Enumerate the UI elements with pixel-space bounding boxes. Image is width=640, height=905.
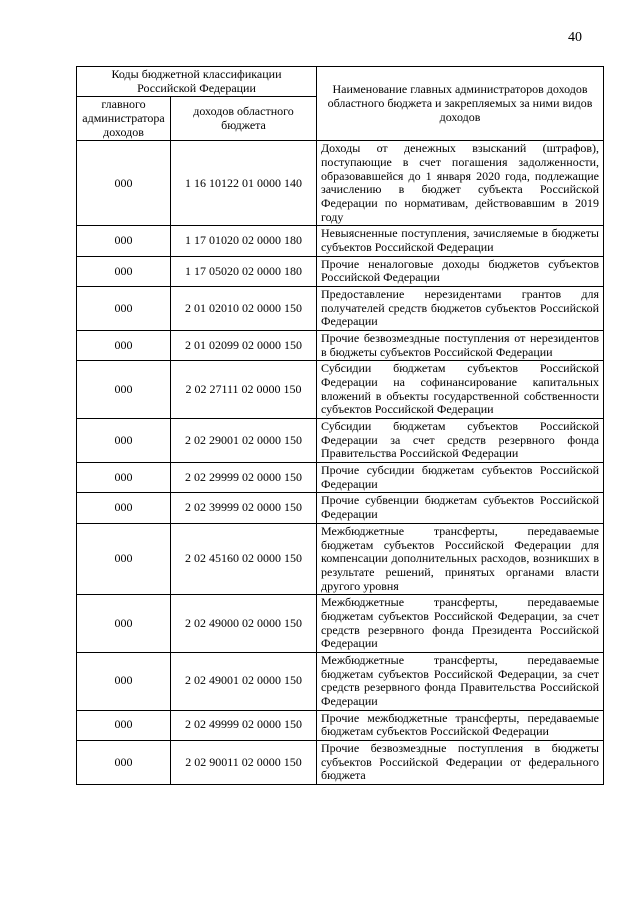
table-row: [77, 141, 604, 226]
budget-code-cell: 1 17 01020 02 0000 180: [171, 226, 317, 256]
admin-code-cell: 000: [77, 595, 171, 653]
table-row: [77, 331, 604, 361]
admin-code-cell: 000: [77, 287, 171, 331]
admin-code-cell: 000: [77, 740, 171, 784]
admin-code-cell: 000: [77, 463, 171, 493]
budget-code-cell: 2 02 45160 02 0000 150: [171, 523, 317, 594]
table-row: [77, 419, 604, 463]
budget-code-cell: 2 02 39999 02 0000 150: [171, 493, 317, 523]
income-name-cell: Межбюджетные трансферты, передаваемые бюджетам субъектов Российской Федерации, за счет средств резервного фонда Правительства Российской Федерации: [317, 652, 604, 710]
admin-code-cell: 000: [77, 493, 171, 523]
table-row: [77, 740, 604, 784]
budget-codes-table: [76, 66, 604, 785]
table-row: [77, 595, 604, 653]
admin-code-cell: 000: [77, 361, 171, 419]
budget-code-cell: 1 17 05020 02 0000 180: [171, 256, 317, 286]
budget-code-cell: 1 16 10122 01 0000 140: [171, 141, 317, 226]
admin-code-cell: 000: [77, 141, 171, 226]
header-budget-column: доходов областного бюджета: [171, 97, 317, 141]
income-name-cell: Прочие безвозмездные поступления в бюджеты субъектов Российской Федерации от федерального бюджета: [317, 740, 604, 784]
header-name-column: Наименование главных администраторов доходов областного бюджета и закрепляемых за ними видов доходов: [317, 67, 604, 141]
income-name-cell: Прочие неналоговые доходы бюджетов субъектов Российской Федерации: [317, 256, 604, 286]
income-name-cell: Межбюджетные трансферты, передаваемые бюджетам субъектов Российской Федерации для компенсации дополнительных расходов, возникших в результате решений, принятых органами власти другого уровня: [317, 523, 604, 594]
budget-code-cell: 2 01 02099 02 0000 150: [171, 331, 317, 361]
income-name-cell: Субсидии бюджетам субъектов Российской Федерации за счет средств резервного фонда Правительства Российской Федерации: [317, 419, 604, 463]
table-row: [77, 287, 604, 331]
table-row: [77, 226, 604, 256]
table-row: [77, 463, 604, 493]
table-row: [77, 523, 604, 594]
income-name-cell: Прочие субвенции бюджетам субъектов Российской Федерации: [317, 493, 604, 523]
budget-code-cell: 2 02 49001 02 0000 150: [171, 652, 317, 710]
admin-code-cell: 000: [77, 652, 171, 710]
table-row: [77, 652, 604, 710]
income-name-cell: Межбюджетные трансферты, передаваемые бюджетам субъектов Российской Федерации, за счет средств резервного фонда Президента Российской Федерации: [317, 595, 604, 653]
budget-code-cell: 2 02 29001 02 0000 150: [171, 419, 317, 463]
income-name-cell: Прочие межбюджетные трансферты, передаваемые бюджетам субъектов Российской Федерации: [317, 710, 604, 740]
budget-code-cell: 2 02 29999 02 0000 150: [171, 463, 317, 493]
budget-code-cell: 2 02 90011 02 0000 150: [171, 740, 317, 784]
admin-code-cell: 000: [77, 419, 171, 463]
admin-code-cell: 000: [77, 710, 171, 740]
table-row: [77, 256, 604, 286]
income-name-cell: Прочие безвозмездные поступления от нерезидентов в бюджеты субъектов Российской Федерации: [317, 331, 604, 361]
budget-code-cell: 2 02 27111 02 0000 150: [171, 361, 317, 419]
income-name-cell: Субсидии бюджетам субъектов Российской Федерации на софинансирование капитальных вложений в объекты государственной собственности субъектов Российской Федерации: [317, 361, 604, 419]
budget-code-cell: 2 02 49000 02 0000 150: [171, 595, 317, 653]
header-codes-group: Коды бюджетной классификации Российской Федерации: [77, 67, 317, 97]
admin-code-cell: 000: [77, 523, 171, 594]
table-row: [77, 493, 604, 523]
table-row: [77, 361, 604, 419]
income-name-cell: Доходы от денежных взысканий (штрафов), поступающие в счет погашения задолженности, образовавшейся до 1 января 2020 года, подлежащие зачислению в бюджет субъекта Российской Федерации по нормативам, действовавшим в 2019 году: [317, 141, 604, 226]
admin-code-cell: 000: [77, 226, 171, 256]
header-row-group: [77, 67, 604, 97]
table-row: [77, 710, 604, 740]
income-name-cell: Предоставление нерезидентами грантов для получателей средств бюджетов субъектов Российской Федерации: [317, 287, 604, 331]
budget-code-cell: 2 02 49999 02 0000 150: [171, 710, 317, 740]
page-number: 40: [568, 30, 582, 45]
income-name-cell: Прочие субсидии бюджетам субъектов Российской Федерации: [317, 463, 604, 493]
income-name-cell: Невыясненные поступления, зачисляемые в бюджеты субъектов Российской Федерации: [317, 226, 604, 256]
header-admin-column: главного администратора доходов: [77, 97, 171, 141]
admin-code-cell: 000: [77, 256, 171, 286]
budget-code-cell: 2 01 02010 02 0000 150: [171, 287, 317, 331]
admin-code-cell: 000: [77, 331, 171, 361]
